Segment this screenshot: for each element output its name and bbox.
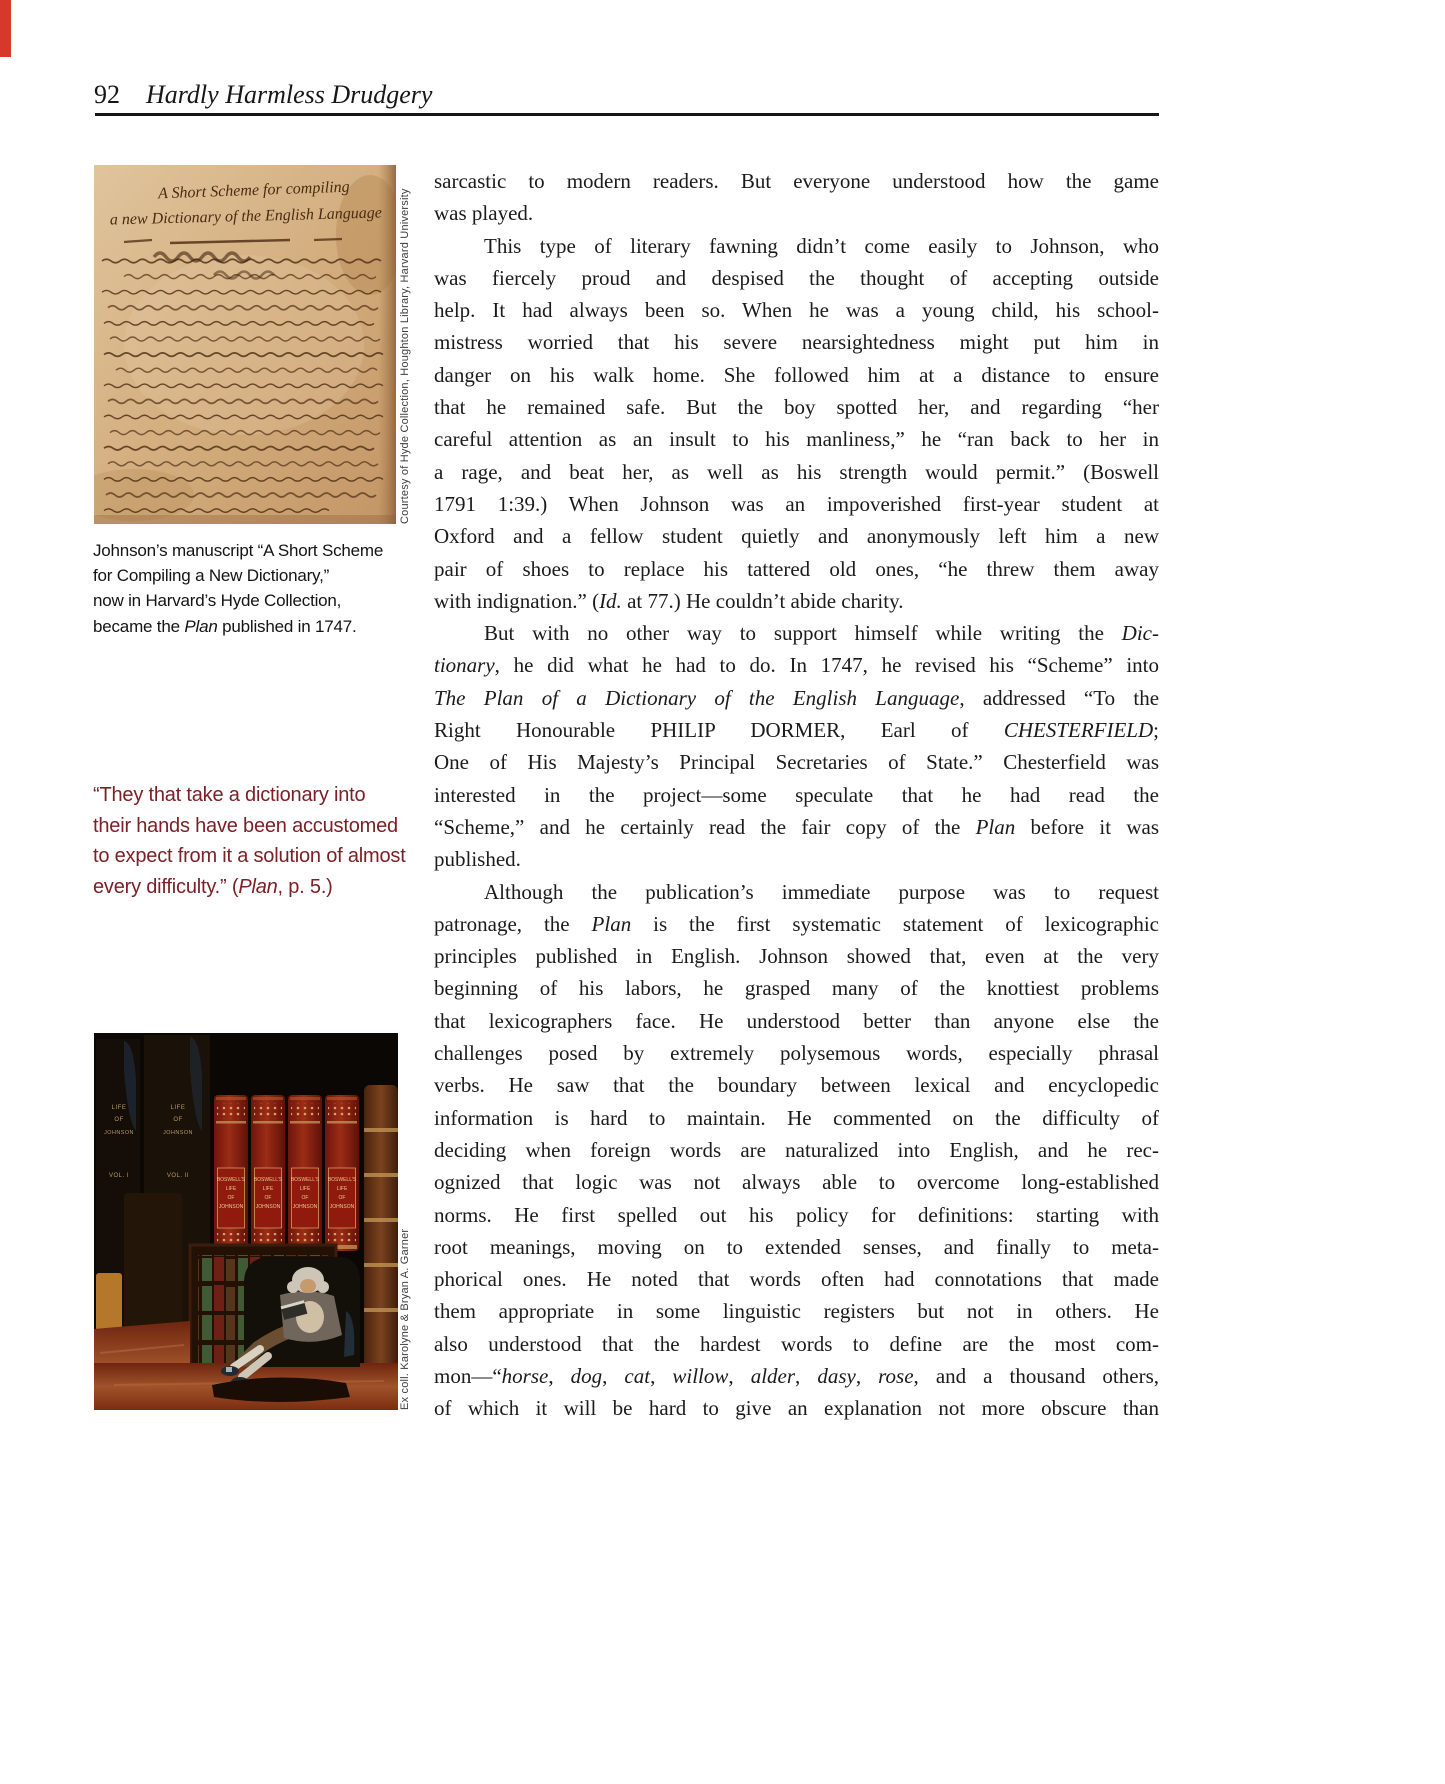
text-line: ognized that logic was not always able to overcome long-established [434,1170,1159,1195]
text-line: challenges posed by extremely polysemous words, especially phrasal [434,1041,1159,1066]
text-line: mistress worried that his severe nearsightedness might put him in [434,330,1159,355]
text-line: Johnson’s manuscript “A Short Scheme [93,541,384,560]
text-line: now in Harvard’s Hyde Collection, [93,591,342,611]
figure-caption [93,538,413,639]
bookshelf-photo [94,1033,398,1410]
text-line: for Compiling a New Dictionary,” [93,566,330,586]
text-line: mon—“horse, dog, cat, willow, alder, dasy, rose, and a thousand others, [434,1363,1159,1388]
body-text [434,165,1159,1425]
photo-credit: Ex coll. Karolyne & Bryan A. Garner [399,1228,411,1410]
text-line: to expect from it a solution of almost [93,845,406,867]
text-line: every difficulty.” (Plan, p. 5.) [93,875,333,898]
running-title: Hardly Harmless Drudgery [146,80,433,109]
text-line: “Scheme,” and he certainly read the fair copy of the Plan before it was [434,814,1159,839]
text-line: information is hard to maintain. He commented on the difficulty of [434,1105,1159,1130]
text-line: beginning of his labors, he grasped many of the knottiest problems [434,976,1159,1001]
text-line: This type of literary fawning didn’t come easily to Johnson, who [484,233,1159,258]
manuscript-image [94,165,396,524]
text-line: was fiercely proud and despised the thought of accepting outside [434,265,1159,290]
text-line: interested in the project—some speculate that he had read the [434,782,1159,807]
spine-text: JOHNSON [163,1130,193,1136]
text-line: One of His Majesty’s Principal Secretaries of State.” Chesterfield was [434,750,1159,775]
text-line: sarcastic to modern readers. But everyone understood how the game [434,169,1159,193]
spine-text: VOL. I [108,1173,130,1179]
pull-quote [93,780,449,902]
text-line: deciding when foreign words are naturalized into English, and he rec- [434,1137,1159,1162]
text-line: Oxford and a fellow student quietly and anonymously left him a new [434,524,1159,549]
text-line: principles published in English. Johnson showed that, even at the very [434,944,1159,969]
text-line: patronage, the Plan is the first systematic statement of lexicographic [434,911,1159,936]
spine-text: VOL. II [166,1173,190,1179]
header-rule [95,113,1159,116]
page-number: 92 [94,80,120,109]
manuscript-figure [94,165,396,524]
text-line: root meanings, moving on to extended senses, and finally to meta- [434,1234,1159,1259]
text-line: Although the publication’s immediate purpose was to request [484,879,1159,904]
text-line: danger on his walk home. She followed him at a distance to ensure [434,362,1159,387]
manuscript-title-line: A Short Scheme for compiling [157,178,350,203]
text-line: phorical ones. He noted that words often had connotations that made [434,1267,1159,1292]
spine-text: JOHNSON [104,1130,134,1136]
text-line: verbs. He saw that the boundary between lexical and encyclopedic [434,1073,1159,1098]
text-line: published. [434,847,521,872]
text-line: Right Honourable PHILIP DORMER, Earl of CHESTERFIELD; [434,718,1159,743]
text-line: that lexicographers face. He understood better than anyone else the [434,1008,1159,1033]
manuscript-title-line: a new Dictionary of the English Language [109,204,383,229]
text-line: them appropriate in some linguistic registers but not in others. He [434,1299,1159,1324]
text-line: pair of shoes to replace his tattered old ones, “he threw them away [434,556,1159,581]
text-line: “They that take a dictionary into [93,784,366,806]
text-line: 1791 1:39.) When Johnson was an impoverished first-year student at [434,491,1159,516]
text-line: tionary, he did what he had to do. In 1747, he revised his “Scheme” into [434,653,1159,678]
text-line: became the Plan published in 1747. [93,616,357,636]
text-line: of which it will be hard to give an explanation not more obscure than [434,1396,1159,1421]
text-line: also understood that the hardest words to define are the most com- [434,1331,1159,1356]
page-edge-mark [0,0,11,57]
text-line: help. It had always been so. When he was a young child, his school- [434,298,1159,323]
text-line: careful attention as an insult to his manliness,” he “ran back to her in [434,427,1159,452]
spine-text: OF [114,1117,124,1123]
text-line: a rage, and beat her, as well as his strength would permit.” (Boswell [434,459,1159,484]
bookshelf-photo-image [94,1033,398,1410]
text-line: with indignation.” (Id. at 77.) He couldn’t abide charity. [434,588,904,613]
text-line: was played. [434,201,534,226]
text-line: that he remained safe. But the boy spotted her, and regarding “her [434,395,1159,420]
text-line: norms. He first spelled out his policy for definitions: starting with [434,1202,1159,1227]
manuscript-credit: Courtesy of Hyde Collection, Houghton Library, Harvard University [399,188,411,524]
text-line: their hands have been accustomed [93,814,398,837]
spine-text: OF [173,1117,183,1123]
spine-text: LIFE [170,1105,186,1111]
text-line: The Plan of a Dictionary of the English Language, addressed “To the [434,685,1160,710]
spine-text: LIFE [111,1105,127,1111]
text-line: But with no other way to support himself while writing the Dic- [484,621,1159,646]
